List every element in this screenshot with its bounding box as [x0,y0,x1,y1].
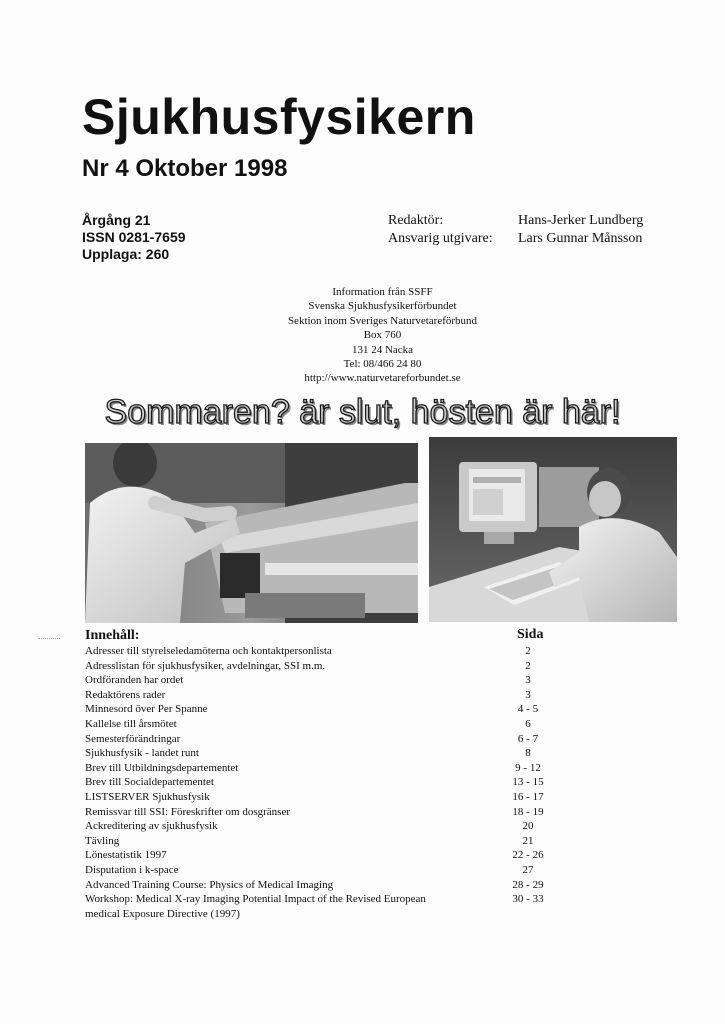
organization-info [250,285,515,386]
toc-entry-pages: 6 - 7 [517,732,539,745]
headline: Sommaren? är slut, hösten är här! [104,393,621,431]
org-info-line: Box 760 [363,329,402,342]
org-info-url: http://www.naturvetareforbundet.se [304,372,461,385]
staff-roles [388,212,493,248]
publisher-label: Ansvarig utgivare: [388,231,493,246]
toc-entries [85,644,426,921]
toc-entry-title: Sjukhusfysik - landet runt [85,747,199,760]
toc-entry-pages: 2 [525,645,531,657]
toc-entry-pages: 16 - 17 [512,790,544,803]
toc-entry-pages: 3 [525,688,531,701]
issue-line: Nr 4 Oktober 1998 [82,155,288,182]
org-info-line: Tel: 08/466 24 80 [343,358,422,371]
publisher-name: Lars Gunnar Månsson [518,231,643,246]
toc-entry-title: Workshop: Medical X-ray Imaging Potential Impact of the Revised European [85,893,426,906]
toc-entry-title: Lönestatistik 1997 [85,849,167,862]
toc-entry-pages: 4 - 5 [517,703,539,716]
toc-entry-title: Kallelse till årsmötet [85,717,177,730]
toc-entry-title: Ordföranden har ordet [85,674,184,687]
toc-entry-pages: 13 - 15 [512,776,544,789]
toc-entry-title: Adresslistan för sjukhusfysiker, avdelningar, SSI m.m. [85,659,326,672]
toc-entry-pages: 8 [525,747,531,760]
org-info-line: Information från SSFF [332,286,433,298]
toc-entry-pages: 30 - 33 [512,893,544,906]
toc-page-heading: Sida [517,627,544,642]
toc-entry-title: Semesterförändringar [85,732,181,745]
photo-machine-operator [85,443,418,623]
circulation: Upplaga: 260 [82,246,170,262]
org-info-line: Sektion inom Sveriges Naturvetareförbund [287,314,478,327]
toc-entry-title: Remissvar till SSI: Föreskrifter om dosgränser [85,805,291,818]
toc-entry-pages: 9 - 12 [515,761,541,774]
toc-entry-title: medical Exposure Directive (1997) [85,907,240,920]
toc-entry-title: Redaktörens rader [85,688,166,701]
toc-entry-title: Minnesord över Per Spanne [85,703,208,716]
editor-name: Hans-Jerker Lundberg [518,213,644,228]
toc-entry-title: Brev till Utbildningsdepartementet [85,761,239,774]
toc-entry-title: Disputation i k-space [85,863,179,876]
toc-entry-pages: 18 - 19 [512,805,544,818]
toc-entry-title: LISTSERVER Sjukhusfysik [85,790,210,803]
toc-entry-pages: 22 - 26 [512,849,544,862]
toc-entry-pages: 2 [525,659,531,672]
magazine-title: Sjukhusfysikern [82,89,476,145]
toc-heading: Innehåll: [85,628,140,643]
toc-entry-title: Ackreditering av sjukhusfysik [85,820,218,833]
org-info-line: 131 24 Nacka [351,343,414,356]
publication-meta [82,212,186,263]
toc-entry-pages: 21 [522,834,534,847]
issn: ISSN 0281-7659 [82,229,186,245]
toc-entry-pages: 20 [522,820,534,833]
toc-entry-title: Tävling [85,834,120,847]
toc-entry-pages: 3 [525,674,531,687]
staff-names [518,212,643,248]
editor-label: Redaktör: [388,213,444,228]
org-info-line: Svenska Sjukhusfysikerförbundet [308,300,457,313]
toc-entry-pages: 28 - 29 [512,878,544,891]
toc-page-numbers [493,644,563,907]
toc-entry-title: Advanced Training Course: Physics of Medical Imaging [85,878,334,891]
volume: Årgång 21 [82,212,151,228]
toc-entry-pages: 6 [525,717,531,730]
toc-entry-title: Adresser till styrelseledamöterna och kontaktpersonlista [85,645,332,657]
toc-entry-title: Brev till Socialdepartementet [85,776,214,789]
toc-entry-pages: 27 [522,863,534,876]
photo-computer-workstation [429,437,677,622]
scan-artifact [38,638,60,640]
